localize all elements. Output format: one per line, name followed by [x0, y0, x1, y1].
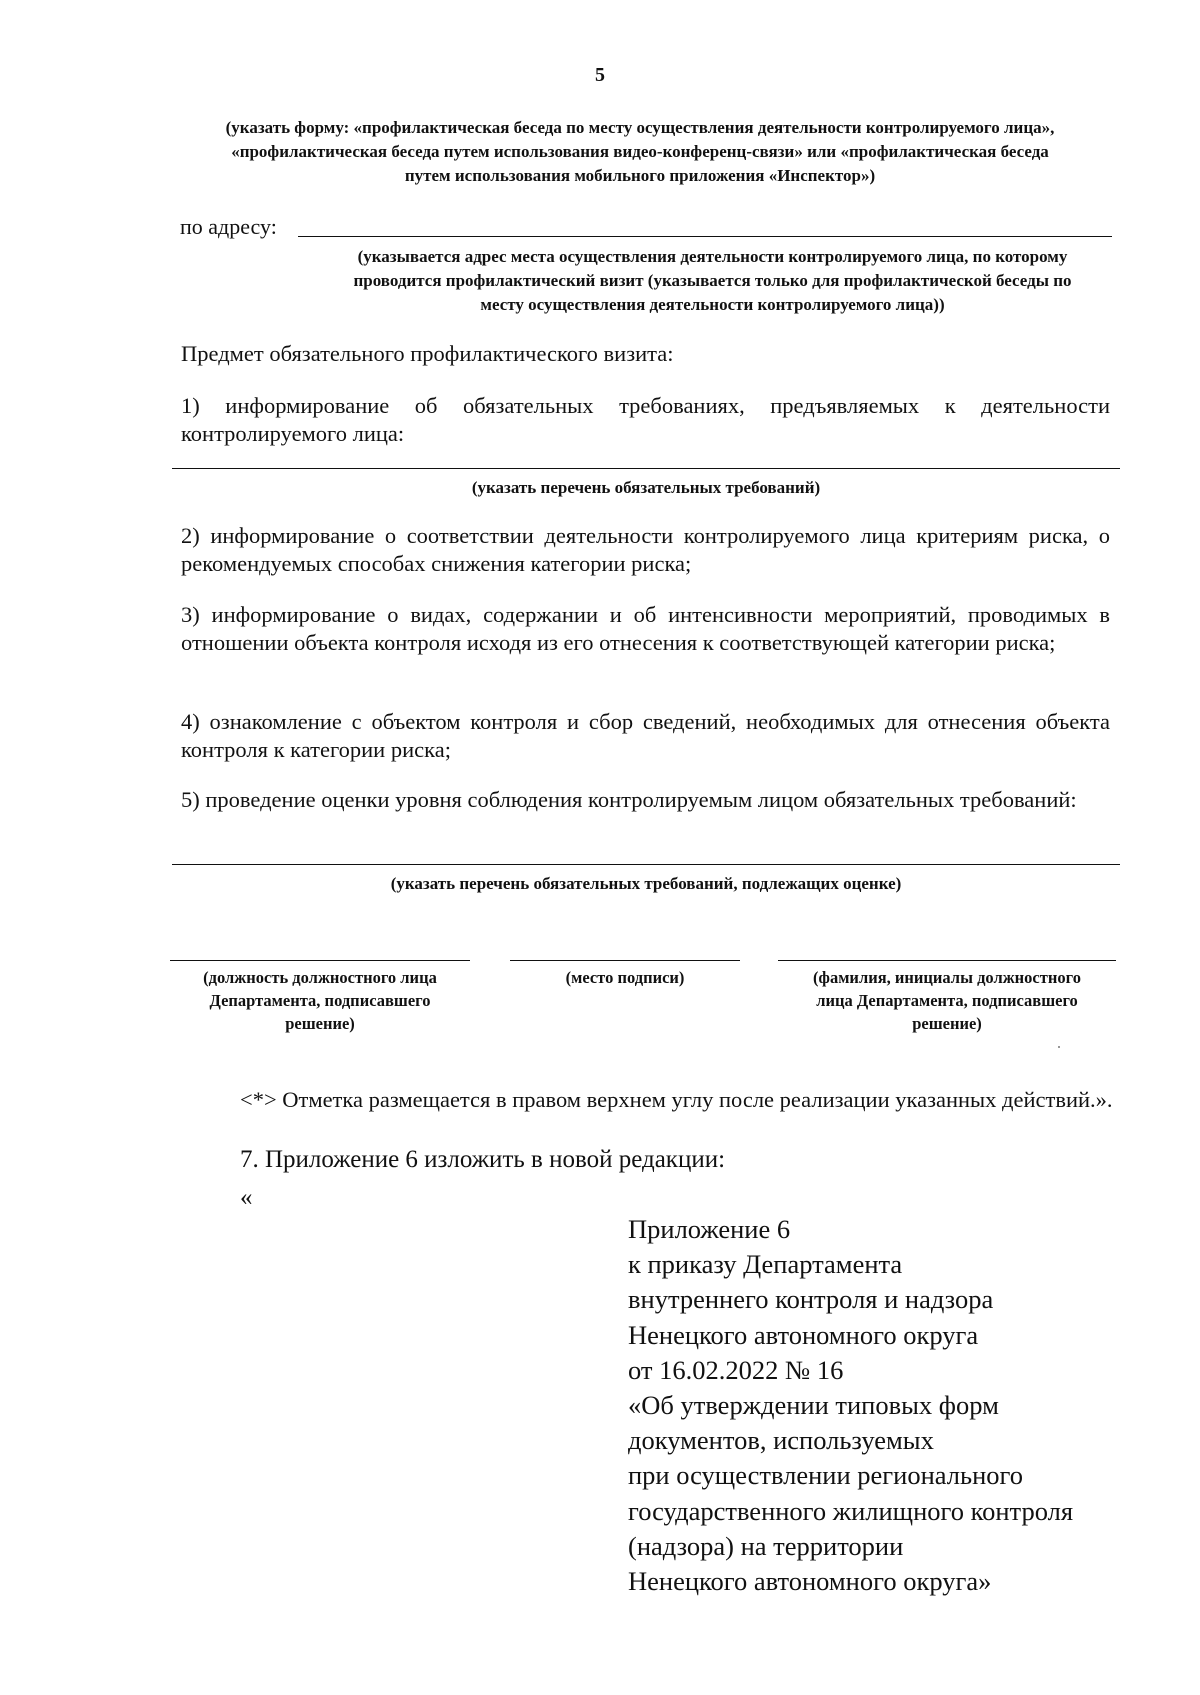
address-fill-line	[298, 236, 1112, 237]
caption-line: (фамилия, инициалы должностного	[813, 968, 1081, 987]
amendment-item-7: 7. Приложение 6 изложить в новой редакции:	[240, 1146, 726, 1173]
official-name-caption	[778, 966, 1116, 1035]
appendix-line: Ненецкого автономного округа	[628, 1319, 979, 1350]
form-type-note	[160, 116, 1120, 188]
caption-line: Департамента, подписавшего	[209, 991, 431, 1010]
subject-title: Предмет обязательного профилактического визита:	[181, 341, 674, 366]
scan-speck	[1058, 1046, 1060, 1048]
address-note-line: (указывается адрес места осуществления деятельности контролируемого лица, по которому	[357, 247, 1068, 266]
appendix-header	[628, 1212, 1148, 1599]
form-type-note-line: «профилактическая беседа путем использования видео-конференц-связи» или «профилактическая беседа	[231, 142, 1049, 161]
appendix-line: Ненецкого автономного округа»	[628, 1566, 992, 1597]
list-item-5: 5) проведение оценки уровня соблюдения контролируемым лицом обязательных требований:	[181, 787, 1077, 812]
appendix-line: (надзора) на территории	[628, 1530, 904, 1561]
list-item-1: 1) информирование об обязательных требованиях, предъявляемых к деятельности контролируемого лица:	[181, 393, 1110, 446]
list-item-3: 3) информирование о видах, содержании и об интенсивности мероприятий, проводимых в отношении объекта контроля исходя из его отнесения к соответствующей категории риска;	[181, 602, 1110, 655]
footnote: <*> Отметка размещается в правом верхнем углу после реализации указанных действий.».	[240, 1087, 1113, 1112]
form-type-note-line: (указать форму: «профилактическая беседа по месту осуществления деятельности контролируемого лица»,	[225, 118, 1055, 137]
caption-line: решение)	[912, 1014, 982, 1033]
official-position-fill-line	[170, 960, 470, 961]
appendix-line: от 16.02.2022 № 16	[628, 1354, 844, 1385]
caption-line: лица Департамента, подписавшего	[816, 991, 1078, 1010]
address-note-line: проводится профилактический визит (указывается только для профилактической беседы по	[353, 271, 1072, 290]
list-item-4: 4) ознакомление с объектом контроля и сбор сведений, необходимых для отнесения объекта контроля к категории риска;	[181, 709, 1110, 762]
requirements-fill-line	[172, 468, 1120, 469]
appendix-line: внутреннего контроля и надзора	[628, 1284, 994, 1315]
official-position-caption	[170, 966, 470, 1035]
signature-caption	[510, 966, 740, 989]
requirements-note: (указать перечень обязательных требований)	[471, 478, 821, 497]
address-row	[180, 214, 1112, 242]
appendix-line: документов, используемых	[628, 1425, 934, 1456]
opening-quote: «	[240, 1184, 253, 1211]
caption-line: (должность должностного лица	[203, 968, 437, 987]
list-item-2: 2) информирование о соответствии деятельности контролируемого лица критериям риска, о рекомендуемых способах снижения категории риска;	[181, 523, 1110, 576]
appendix-line: при осуществлении регионального	[628, 1460, 1023, 1491]
address-note-line: месту осуществления деятельности контролируемого лица))	[480, 295, 945, 314]
form-type-note-line: путем использования мобильного приложения «Инспектор»)	[404, 166, 876, 185]
assessed-requirements-note: (указать перечень обязательных требований, подлежащих оценке)	[390, 874, 902, 893]
appendix-line: государственного жилищного контроля	[628, 1495, 1074, 1526]
official-name-fill-line	[778, 960, 1116, 961]
appendix-line: Приложение 6	[628, 1214, 791, 1244]
appendix-line: к приказу Департамента	[628, 1249, 903, 1280]
address-note	[305, 245, 1120, 317]
assessed-requirements-fill-line	[172, 864, 1120, 865]
page-number: 5	[595, 64, 605, 86]
signature-fill-line	[510, 960, 740, 961]
caption-line: решение)	[285, 1014, 355, 1033]
appendix-line: «Об утверждении типовых форм	[628, 1390, 999, 1421]
caption-line: (место подписи)	[565, 968, 685, 987]
address-label: по адресу:	[180, 214, 277, 239]
